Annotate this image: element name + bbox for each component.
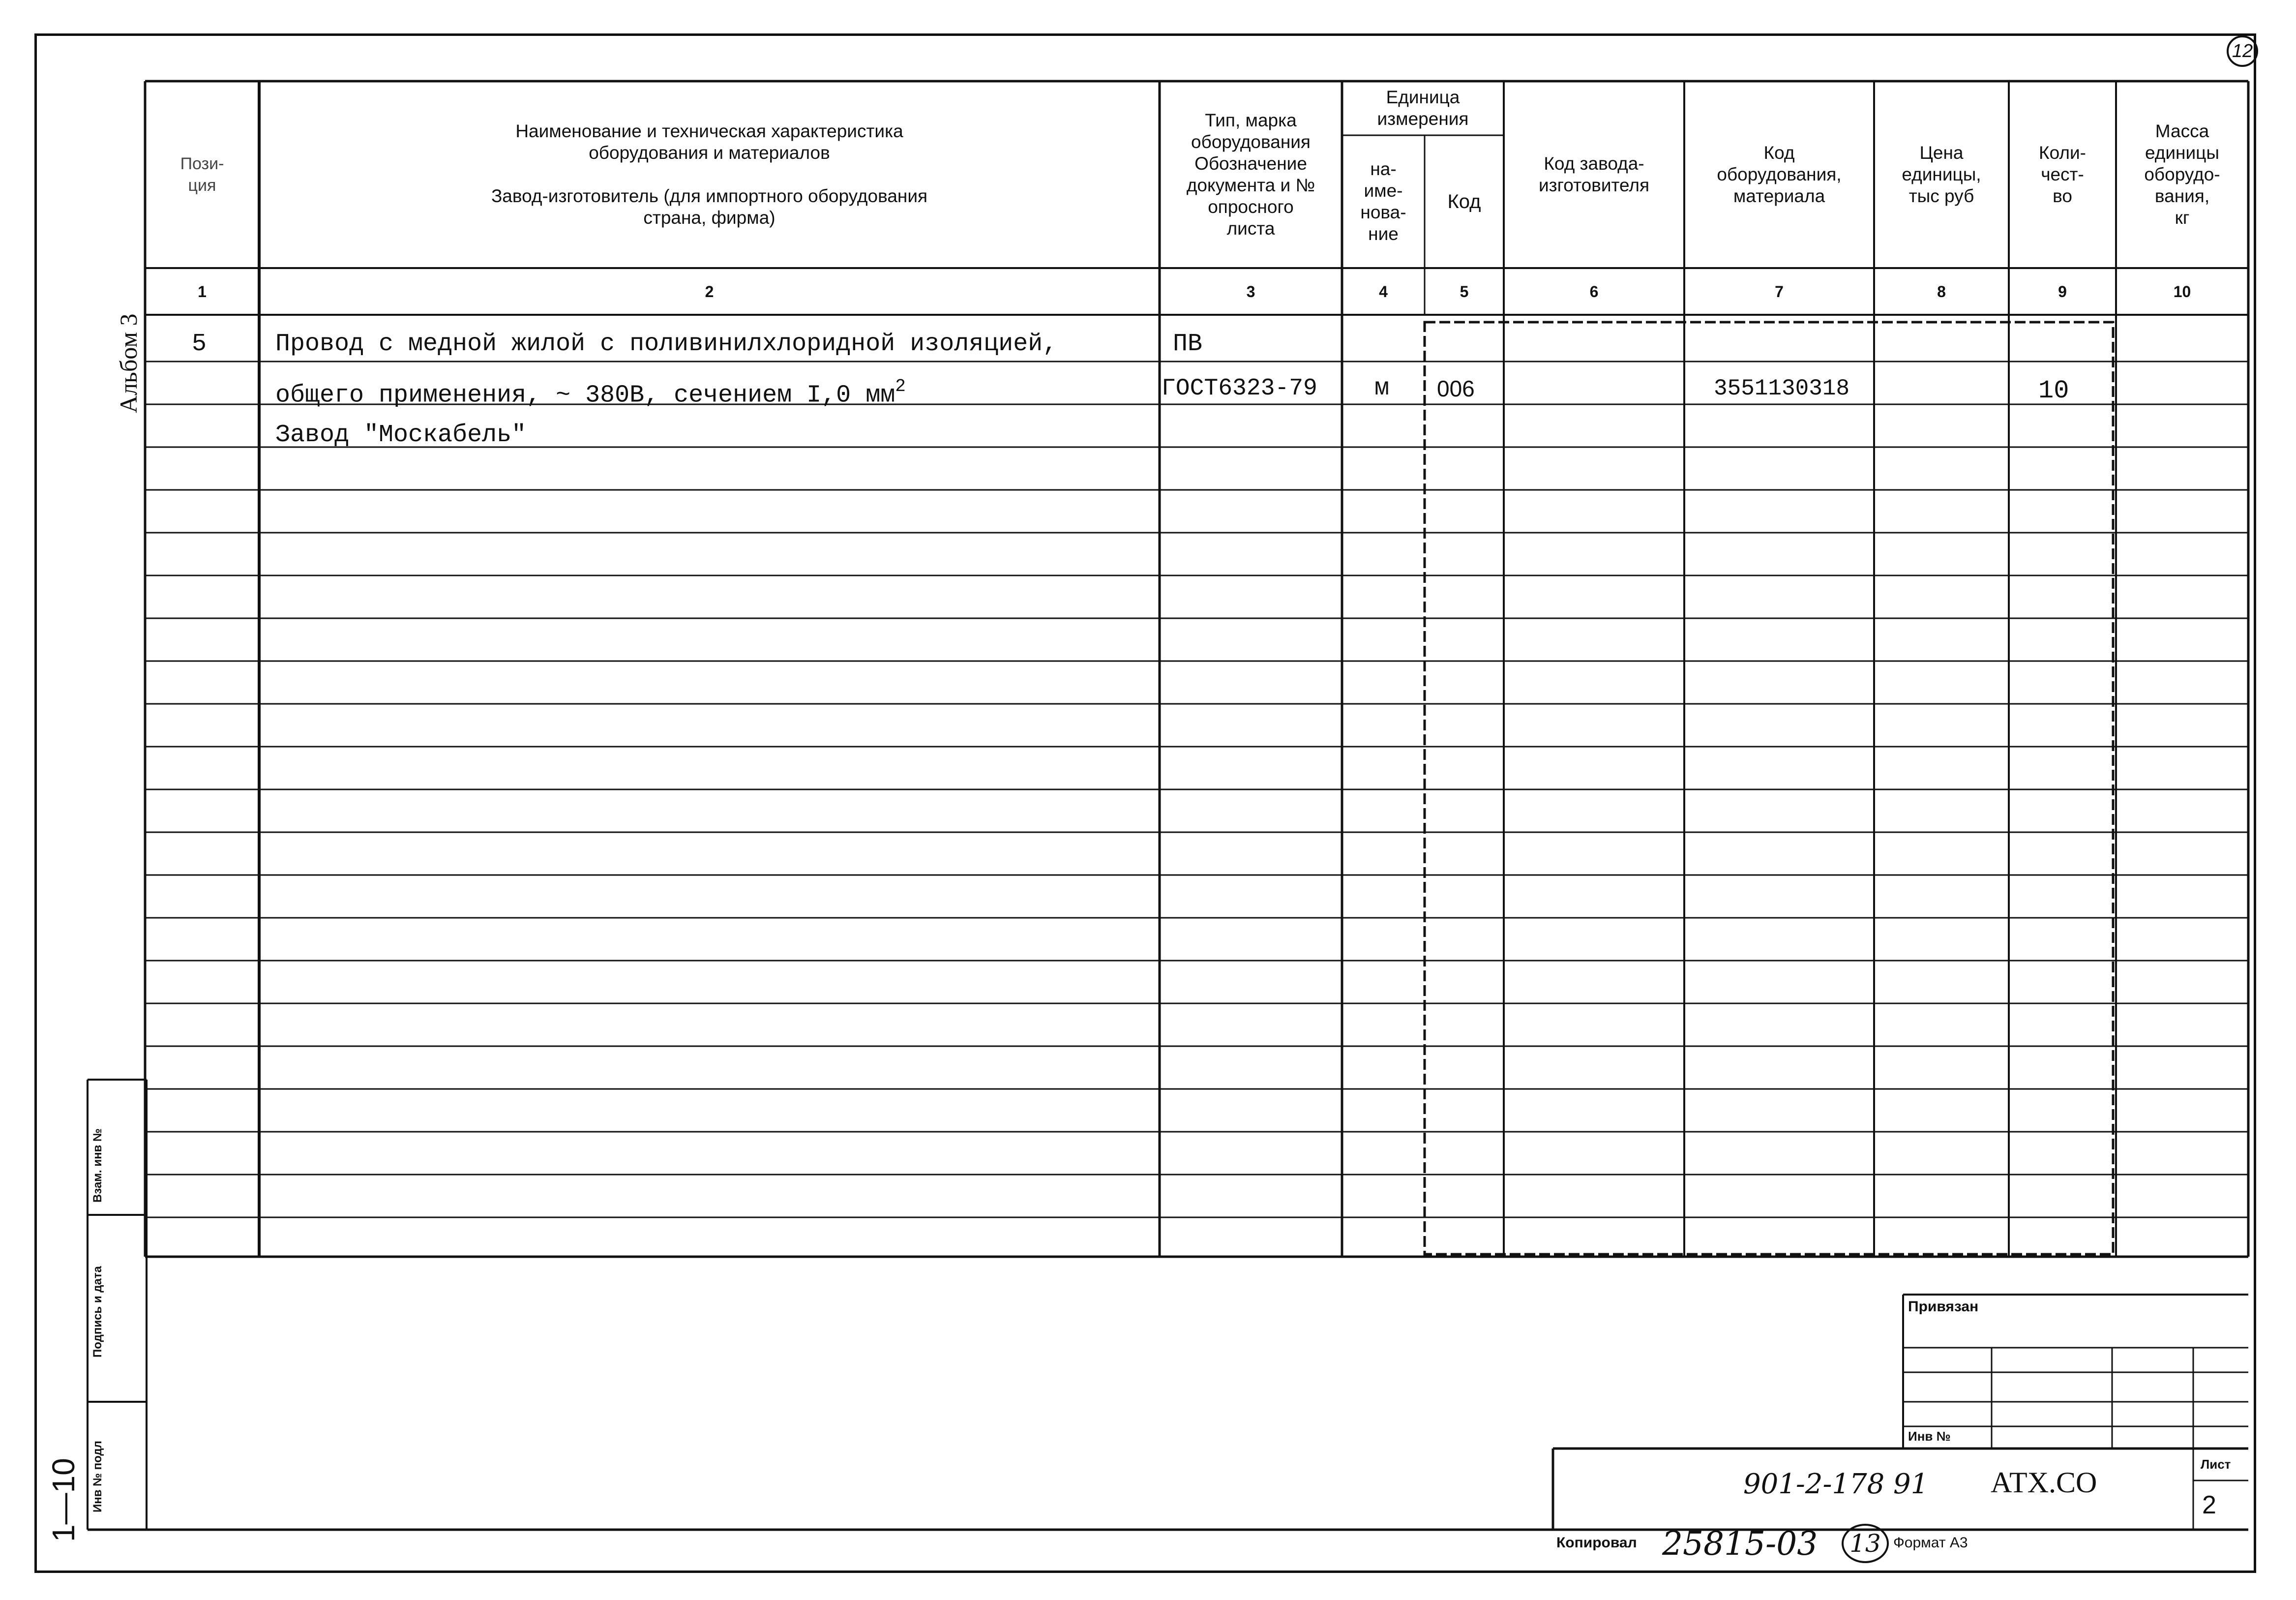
cell-name: Провод с медной жилой с поливинилхлоридной изоляцией, bbox=[275, 330, 1058, 358]
header-quantity: Коли- чест- во bbox=[2039, 143, 2086, 206]
cell-name bbox=[275, 369, 906, 416]
cell-unit-code: 006 bbox=[1437, 376, 1475, 401]
cell-name-superscript: 2 bbox=[895, 376, 906, 396]
format-label: Формат А3 bbox=[1893, 1535, 1968, 1551]
cell-equip-code: 3551130318 bbox=[1714, 376, 1850, 401]
cell-position: 5 bbox=[192, 330, 207, 358]
copy-circle-text: 13 bbox=[1849, 1529, 1881, 1558]
kopiroval-label: Копировал bbox=[1556, 1535, 1637, 1551]
cell-unit-name: м bbox=[1374, 374, 1390, 402]
header-unit-name: на- име- нова- ние bbox=[1360, 159, 1406, 244]
inv-no-label: Инв № bbox=[1908, 1429, 1951, 1444]
sheet-number: 2 bbox=[2202, 1491, 2216, 1519]
archive-number: 1—10 bbox=[46, 1458, 81, 1542]
header-factory-code: Код завода- изготовителя bbox=[1538, 153, 1650, 195]
sheet-label: Лист bbox=[2201, 1457, 2231, 1472]
col-number: 5 bbox=[1460, 282, 1469, 301]
col-number: 4 bbox=[1379, 282, 1388, 301]
cell-name: Завод "Москабель" bbox=[275, 421, 527, 449]
header-type: Тип, марка оборудования Обозначение документа и № опросного листа bbox=[1186, 110, 1315, 239]
col-number: 6 bbox=[1589, 282, 1599, 301]
cell-quantity: 10 bbox=[2038, 376, 2069, 405]
podpis-data-label: Подпись и дата bbox=[91, 1266, 104, 1358]
cell-name-text: общего применения, ~ 380В, сечением I,0 мм bbox=[275, 381, 895, 410]
page-corner-number: 12 bbox=[2227, 35, 2258, 67]
copy-number: 25815-03 bbox=[1662, 1525, 1818, 1563]
col-number: 9 bbox=[2058, 282, 2067, 301]
album-label: Альбом 3 bbox=[115, 313, 142, 413]
col-number: 2 bbox=[705, 282, 714, 301]
col-number: 1 bbox=[198, 282, 207, 301]
col-number: 10 bbox=[2173, 282, 2191, 301]
header-unit-code: Код bbox=[1447, 191, 1481, 212]
header-name: Наименование и техническая характеристика оборудования и материалов Завод-изготовитель (для импортного оборудования страна, фирма) bbox=[491, 121, 928, 228]
document-suffix: АТХ.СО bbox=[1991, 1466, 2097, 1499]
header-mass: Масса единицы оборудо- вания, кг bbox=[2144, 121, 2220, 228]
header-equip-code: Код оборудования, материала bbox=[1717, 143, 1842, 206]
header-unit-group: Единица измерения bbox=[1377, 87, 1469, 129]
inv-podl-label: Инв № подл bbox=[91, 1441, 104, 1512]
col-number: 8 bbox=[1937, 282, 1946, 301]
cell-type: ГОСТ6323-79 bbox=[1162, 375, 1317, 402]
privyazan-label: Привязан bbox=[1908, 1298, 1979, 1315]
header-position: Пози- ция bbox=[180, 154, 224, 195]
col-number: 3 bbox=[1246, 282, 1255, 301]
document-code: 901-2-178 91 bbox=[1743, 1468, 1929, 1500]
col-number: 7 bbox=[1775, 282, 1784, 301]
cell-type: ПВ bbox=[1173, 330, 1203, 358]
copy-circle-number bbox=[1842, 1524, 1889, 1563]
vzam-inv-label: Взам. инв № bbox=[91, 1128, 104, 1203]
header-price: Цена единицы, тыс руб bbox=[1902, 143, 1981, 206]
